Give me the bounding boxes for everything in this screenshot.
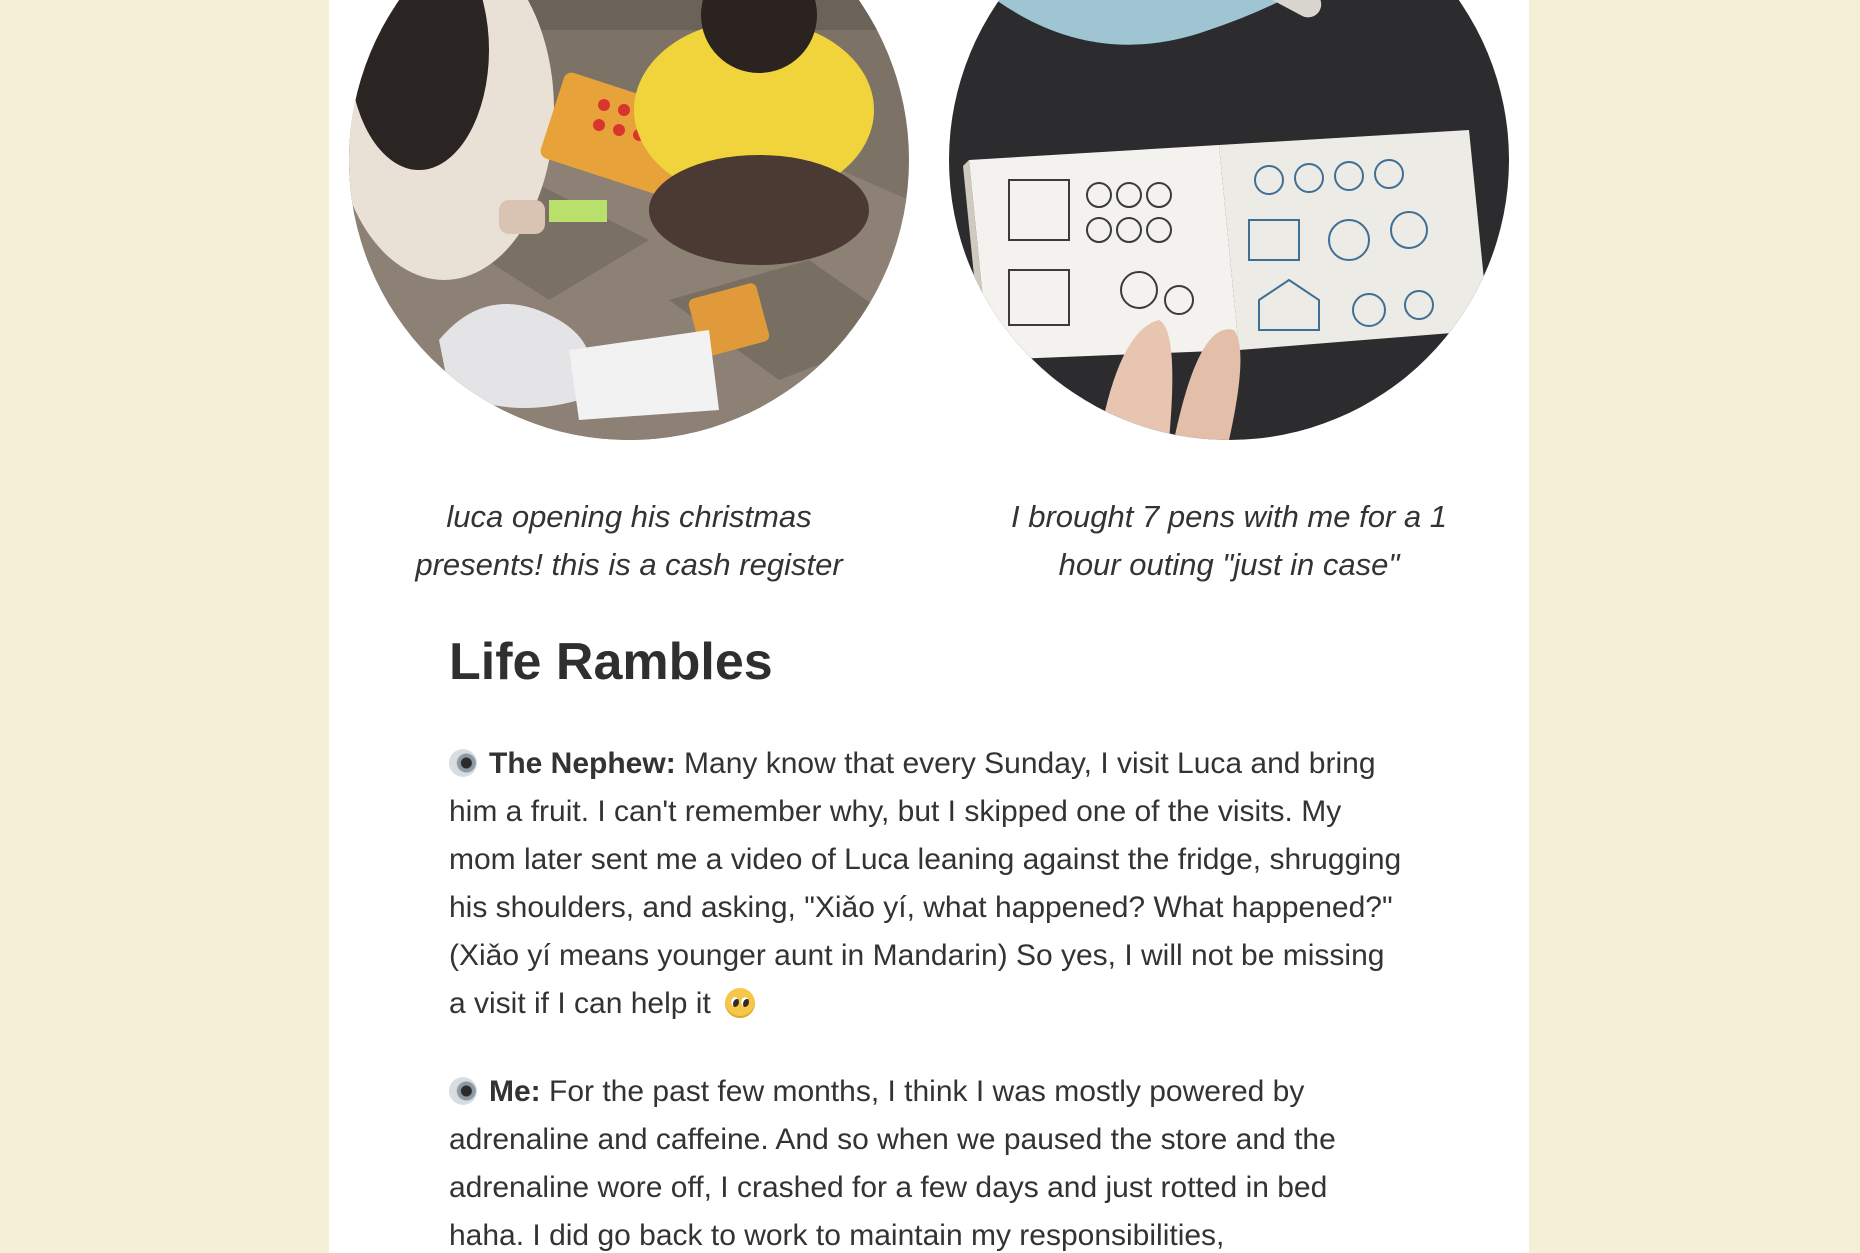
ramble-paragraph-nephew	[449, 740, 1409, 1028]
pleading-face-emoji-icon	[725, 988, 755, 1018]
ramble-paragraph-me	[449, 1068, 1409, 1253]
newsletter-page	[329, 0, 1529, 1253]
caption-text: I brought 7 pens with me for a 1 hour outing "just in case"	[1011, 499, 1447, 582]
christmas-presents-photo	[349, 0, 909, 440]
eye-bullet-icon	[449, 749, 477, 777]
paragraph-heading: Me:	[489, 1075, 541, 1108]
eye-bullet-icon	[449, 1077, 477, 1105]
pens-notebook-photo	[949, 0, 1509, 440]
article-content	[449, 630, 1409, 1253]
paragraph-text: Many know that every Sunday, I visit Luca and bring him a fruit. I can't remember why, but I skipped one of the visits. My mom later sent me a video of Luca leaning against the fridge, shrugging his shoulders, and asking, "Xiǎo yí, what happened? What happened?" (Xiǎo yí means younger aunt in Mandarin) So yes, I will not be missing a visit if I can help it	[449, 747, 1402, 1020]
photo-illustration	[949, 0, 1509, 440]
photo-illustration	[349, 0, 909, 440]
paragraph-heading: The Nephew:	[489, 747, 676, 780]
section-title: Life Rambles	[449, 633, 773, 691]
caption-text: luca opening his christmas presents! this is a cash register	[415, 499, 843, 582]
paragraph-text: For the past few months, I think I was mostly powered by adrenaline and caffeine. And so when we paused the store and the adrenaline wore off, I crashed for a few days and just rotted in bed haha. I did go back to work to maintain my responsibilities,	[449, 1075, 1336, 1252]
photo-caption-right	[949, 493, 1509, 589]
photo-caption-left	[349, 493, 909, 589]
